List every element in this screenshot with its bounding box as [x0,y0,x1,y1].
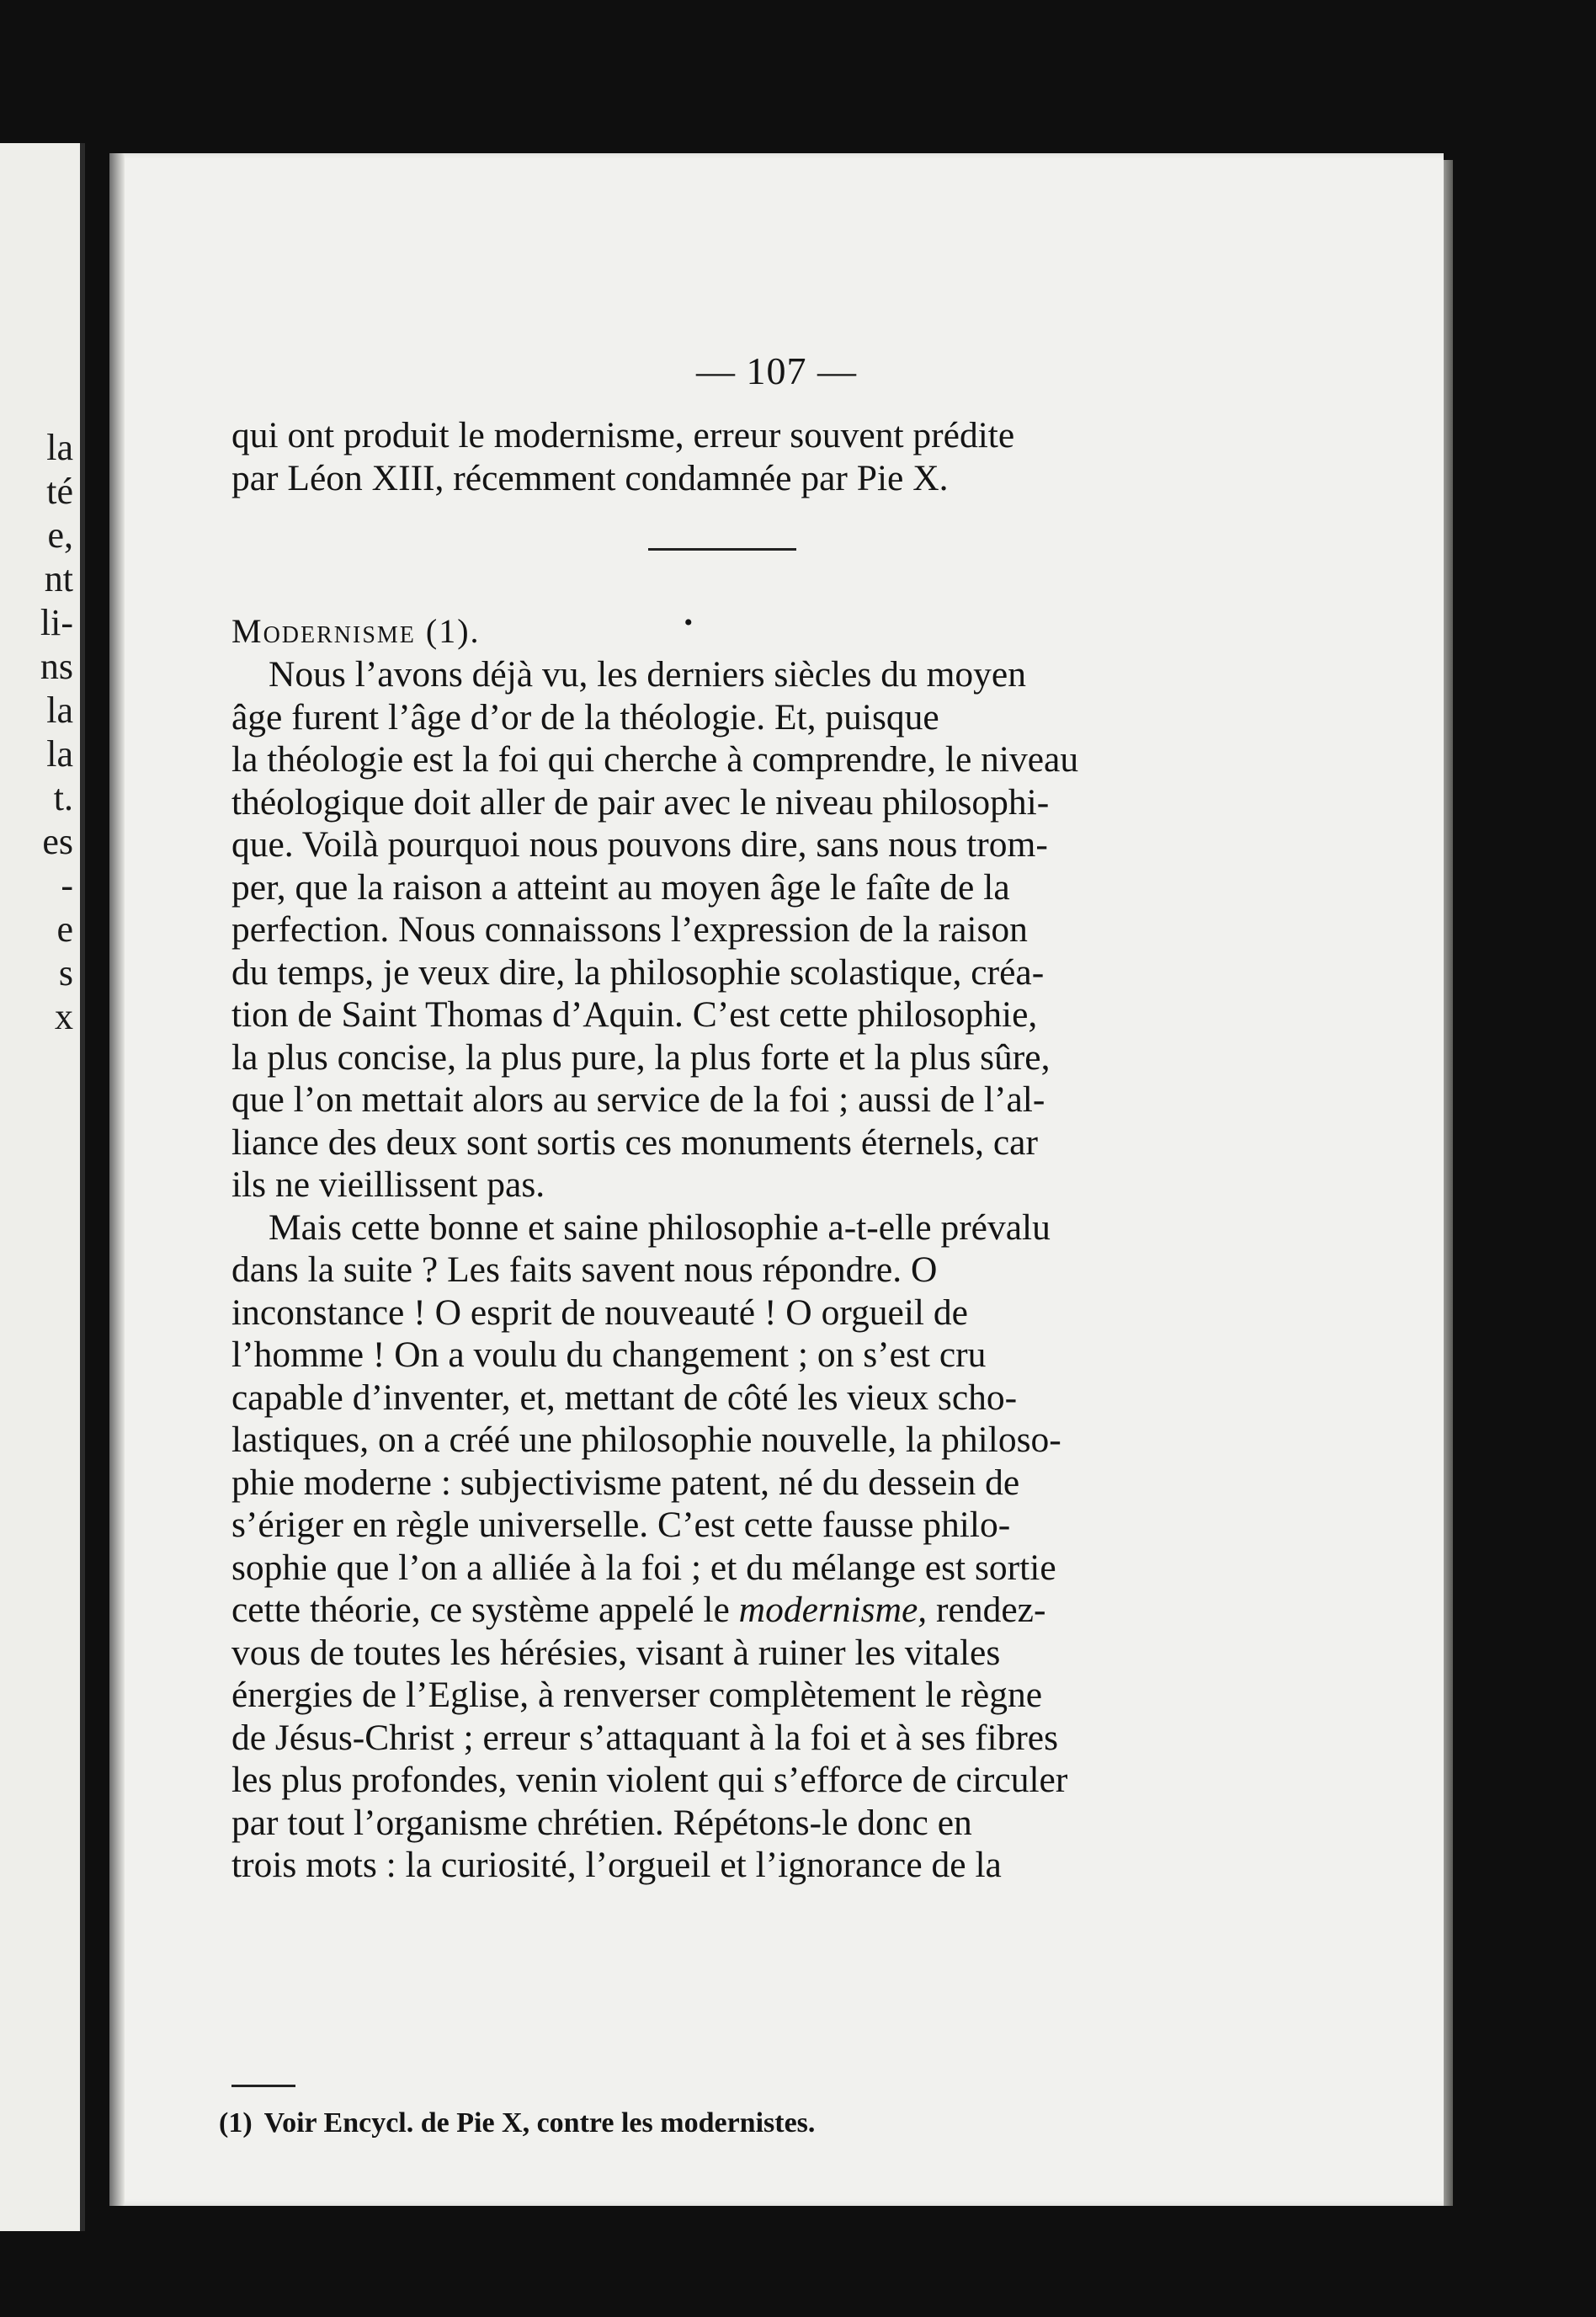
facing-page-fragment: la [46,427,73,468]
body-line: trois mots : la curiosité, l’orgueil et l’ignorance de la [231,1845,1002,1885]
body-line: énergies de l’Eglise, à renverser complètement le règne [231,1675,1043,1715]
facing-page-fragment: té [46,471,73,512]
body-line: que. Voilà pourquoi nous pouvons dire, sans nous trom- [231,824,1048,865]
facing-page-fragment: la [46,733,73,775]
emphasized-term: modernisme, [738,1590,928,1630]
footnote [219,2105,1200,2142]
body-line: vous de toutes les hérésies, visant à ruiner les vitales [231,1632,1001,1673]
facing-page-fragment: x [55,996,73,1037]
facing-page-edge [0,143,85,2231]
body-line: par tout l’organisme chrétien. Répétons-le donc en [231,1802,972,1843]
facing-page-fragment: - [61,865,73,906]
body-line: la théologie est la foi qui cherche à comprendre, le niveau [231,739,1079,780]
body-line [231,1589,1212,1632]
section-heading-title: Modernisme [231,612,416,650]
book-page [109,153,1444,2206]
body-line: l’homme ! On a voulu du changement ; on s’est cru [231,1334,987,1375]
body-line: les plus profondes, venin violent qui s’efforce de circuler [231,1760,1068,1800]
body-line: que l’on mettait alors au service de la foi ; aussi de l’al- [231,1079,1045,1120]
body-line: per, que la raison a atteint au moyen âge le faîte de la [231,866,1010,908]
body-line: Nous l’avons déjà vu, les derniers siècles du moyen [269,654,1026,695]
stray-mark: • [684,609,695,637]
body-line: perfection. Nous connaissons l’expression de la raison [231,909,1028,950]
facing-page-fragment: e, [47,514,73,556]
body-line: dans la suite ? Les faits savent nous répondre. O [231,1249,938,1290]
body-line: par Léon XIII, récemment condamnée par Pie X. [231,457,949,498]
facing-page-fragment: e [56,908,73,950]
section-rule [648,548,796,551]
footnote-text: Voir Encycl. de Pie X, contre les modernistes. [263,2107,816,2139]
facing-page-fragment: la [46,690,73,731]
body-line: qui ont produit le modernisme, erreur souvent prédite [231,415,1015,455]
footnote-rule [231,2085,295,2087]
page-number: — 107 — [696,349,857,392]
body-line: inconstance ! O esprit de nouveauté ! O orgueil de [231,1292,968,1333]
footnote-number: (1) [219,2107,253,2139]
facing-page-fragment: s [58,952,73,993]
body-line: de Jésus-Christ ; erreur s’attaquant à la foi et à ses fibres [231,1717,1059,1758]
body-line: lastiques, on a créé une philosophie nouvelle, la philoso- [231,1419,1061,1460]
body-line: Mais cette bonne et saine philosophie a-t-elle prévalu [269,1206,1051,1248]
body-text: cette théorie, ce système appelé le [231,1590,739,1630]
facing-page-fragment: nt [44,558,73,599]
footnote-reference: (1). [425,612,481,650]
facing-page-fragment: ns [40,646,73,687]
paragraph-1 [231,653,1212,1206]
page-gutter-shadow [109,153,125,2206]
body-line: capable d’inventer, et, mettant de côté les vieux scho- [231,1377,1018,1418]
section-heading [231,601,1212,653]
facing-page-fragment: t. [53,777,73,818]
paragraph-2 [231,1206,1212,1887]
body-text: rendez- [927,1590,1046,1630]
body-line: sophie que l’on a alliée à la foi ; et du mélange est sortie [231,1547,1056,1588]
body-line: s’ériger en règle universelle. C’est cette fausse philo- [231,1505,1011,1545]
body-line: ils ne vieillissent pas. [231,1164,545,1205]
body-line: phie moderne : subjectivisme patent, né du dessein de [231,1462,1020,1503]
page-body [231,414,1212,1887]
body-line: la plus concise, la plus pure, la plus forte et la plus sûre, [231,1036,1051,1078]
body-line: âge furent l’âge d’or de la théologie. Et, puisque [231,696,939,738]
body-line: théologique doit aller de pair avec le niveau philosophi- [231,781,1050,823]
body-line: du temps, je veux dire, la philosophie scolastique, créa- [231,951,1045,993]
body-line: tion de Saint Thomas d’Aquin. C’est cette philosophie, [231,994,1038,1035]
facing-page-fragment: es [42,821,73,862]
body-line: liance des deux sont sortis ces monuments éternels, car [231,1121,1038,1163]
facing-page-fragment: li- [40,602,73,643]
